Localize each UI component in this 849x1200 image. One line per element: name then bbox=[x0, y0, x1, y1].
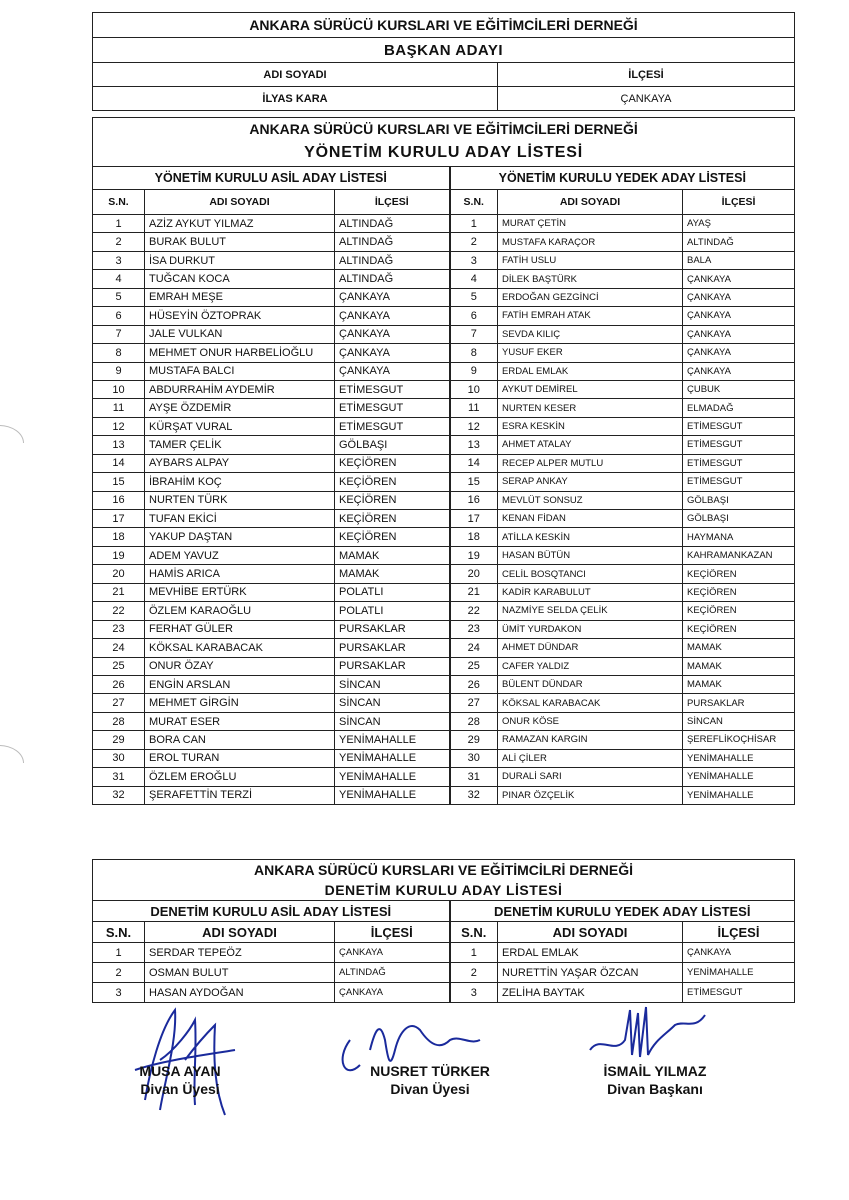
row-name-sub: ALİ ÇİLER bbox=[498, 749, 683, 767]
row-name-sub: YUSUF EKER bbox=[498, 344, 683, 362]
row-sn-sub: 14 bbox=[450, 454, 498, 472]
row-district: ÇANKAYA bbox=[335, 325, 450, 343]
row-sn-sub: 16 bbox=[450, 491, 498, 509]
table-row bbox=[93, 307, 795, 325]
row-name-sub: DURALİ SARI bbox=[498, 768, 683, 786]
audit-candidate-table bbox=[92, 859, 795, 1003]
row-name-sub: ONUR KÖSE bbox=[498, 712, 683, 730]
row-sn: 1 bbox=[93, 943, 145, 963]
board-header-district: İLÇESİ bbox=[335, 190, 450, 215]
row-name-sub: NAZMİYE SELDA ÇELİK bbox=[498, 602, 683, 620]
audit-org-title: ANKARA SÜRÜCÜ KURSLARI VE EĞİTİMCİLRİ DERNEĞİ bbox=[93, 860, 795, 881]
president-col-district: İLÇESİ bbox=[498, 63, 795, 87]
row-name: TUĞCAN KOCA bbox=[145, 270, 335, 288]
row-sn-sub: 1 bbox=[450, 215, 498, 233]
audit-title: DENETİM KURULU ADAY LİSTESİ bbox=[93, 880, 795, 901]
row-name-sub: SEVDA KILIÇ bbox=[498, 325, 683, 343]
row-sn-sub: 25 bbox=[450, 657, 498, 675]
signature-scribble-1 bbox=[115, 1000, 265, 1120]
table-row bbox=[93, 675, 795, 693]
row-sn-sub: 31 bbox=[450, 768, 498, 786]
president-title: BAŞKAN ADAYI bbox=[93, 38, 795, 63]
row-name: KÖKSAL KARABACAK bbox=[145, 639, 335, 657]
row-sn-sub: 4 bbox=[450, 270, 498, 288]
row-sn-sub: 1 bbox=[450, 943, 498, 963]
row-district: YENİMAHALLE bbox=[335, 749, 450, 767]
audit-rows bbox=[93, 943, 795, 1003]
audit-header-name-sub: ADI SOYADI bbox=[498, 922, 683, 943]
row-sn: 28 bbox=[93, 712, 145, 730]
row-sn: 32 bbox=[93, 786, 145, 804]
audit-header-sn: S.N. bbox=[93, 922, 145, 943]
table-row bbox=[93, 362, 795, 380]
row-district: ÇANKAYA bbox=[335, 983, 450, 1003]
row-name: SERDAR TEPEÖZ bbox=[145, 943, 335, 963]
row-name: İBRAHİM KOÇ bbox=[145, 473, 335, 491]
table-row bbox=[93, 233, 795, 251]
row-district: ÇANKAYA bbox=[335, 344, 450, 362]
row-sn-sub: 3 bbox=[450, 983, 498, 1003]
row-sn-sub: 7 bbox=[450, 325, 498, 343]
audit-header-district: İLÇESİ bbox=[335, 922, 450, 943]
row-name-sub: ÜMİT YURDAKON bbox=[498, 620, 683, 638]
row-sn-sub: 28 bbox=[450, 712, 498, 730]
row-sn-sub: 29 bbox=[450, 731, 498, 749]
row-sn: 22 bbox=[93, 602, 145, 620]
row-name: AZİZ AYKUT YILMAZ bbox=[145, 215, 335, 233]
row-sn-sub: 2 bbox=[450, 233, 498, 251]
row-name-sub: NURTEN KESER bbox=[498, 399, 683, 417]
row-sn-sub: 17 bbox=[450, 510, 498, 528]
table-row bbox=[93, 620, 795, 638]
signature-block-1 bbox=[115, 1062, 245, 1098]
president-district: ÇANKAYA bbox=[498, 87, 795, 111]
row-name-sub: ERDOĞAN GEZGİNCİ bbox=[498, 288, 683, 306]
row-name-sub: BÜLENT DÜNDAR bbox=[498, 675, 683, 693]
row-name: KÜRŞAT VURAL bbox=[145, 417, 335, 435]
row-sn: 5 bbox=[93, 288, 145, 306]
row-sn: 3 bbox=[93, 983, 145, 1003]
row-district: ÇANKAYA bbox=[335, 943, 450, 963]
row-name: ONUR ÖZAY bbox=[145, 657, 335, 675]
row-sn-sub: 19 bbox=[450, 546, 498, 564]
row-district-sub: ÇANKAYA bbox=[683, 270, 795, 288]
row-sn-sub: 6 bbox=[450, 307, 498, 325]
row-name: EMRAH MEŞE bbox=[145, 288, 335, 306]
table-row bbox=[93, 491, 795, 509]
row-district: KEÇİÖREN bbox=[335, 491, 450, 509]
row-district: YENİMAHALLE bbox=[335, 768, 450, 786]
board-sub-list-title: YÖNETİM KURULU YEDEK ADAY LİSTESİ bbox=[450, 167, 795, 190]
row-name: TAMER ÇELİK bbox=[145, 436, 335, 454]
row-district: YENİMAHALLE bbox=[335, 731, 450, 749]
board-org-title: ANKARA SÜRÜCÜ KURSLARI VE EĞİTİMCİLERİ DERNEĞİ bbox=[93, 118, 795, 141]
row-sn-sub: 22 bbox=[450, 602, 498, 620]
table-row bbox=[93, 454, 795, 472]
row-sn: 20 bbox=[93, 565, 145, 583]
president-org-title: ANKARA SÜRÜCÜ KURSLARI VE EĞİTİMCİLERİ DERNEĞİ bbox=[93, 13, 795, 38]
table-row bbox=[93, 583, 795, 601]
table-row bbox=[93, 731, 795, 749]
row-sn: 27 bbox=[93, 694, 145, 712]
row-name-sub: KÖKSAL KARABACAK bbox=[498, 694, 683, 712]
row-sn-sub: 5 bbox=[450, 288, 498, 306]
row-name: MEHMET GİRGİN bbox=[145, 694, 335, 712]
row-sn: 30 bbox=[93, 749, 145, 767]
row-district: POLATLI bbox=[335, 583, 450, 601]
table-row bbox=[93, 546, 795, 564]
row-district-sub: ÇANKAYA bbox=[683, 307, 795, 325]
row-sn: 16 bbox=[93, 491, 145, 509]
row-district: ALTINDAĞ bbox=[335, 251, 450, 269]
audit-sub-list-title: DENETİM KURULU YEDEK ADAY LİSTESİ bbox=[450, 901, 795, 922]
signature-block-2 bbox=[350, 1062, 510, 1098]
row-name: OSMAN BULUT bbox=[145, 963, 335, 983]
row-district-sub: ALTINDAĞ bbox=[683, 233, 795, 251]
row-district-sub: ÇANKAYA bbox=[683, 344, 795, 362]
row-name: HÜSEYİN ÖZTOPRAK bbox=[145, 307, 335, 325]
row-sn-sub: 8 bbox=[450, 344, 498, 362]
row-district-sub: AYAŞ bbox=[683, 215, 795, 233]
board-header-sn-sub: S.N. bbox=[450, 190, 498, 215]
row-district-sub: BALA bbox=[683, 251, 795, 269]
row-sn-sub: 2 bbox=[450, 963, 498, 983]
row-district: SİNCAN bbox=[335, 712, 450, 730]
row-sn: 29 bbox=[93, 731, 145, 749]
row-name-sub: MUSTAFA KARAÇOR bbox=[498, 233, 683, 251]
row-name: ŞERAFETTİN TERZİ bbox=[145, 786, 335, 804]
row-name-sub: AHMET DÜNDAR bbox=[498, 639, 683, 657]
row-district-sub: ÇANKAYA bbox=[683, 943, 795, 963]
table-row bbox=[93, 270, 795, 288]
row-name: BORA CAN bbox=[145, 731, 335, 749]
signatory-name: İSMAİL YILMAZ bbox=[603, 1063, 707, 1079]
signatory-name: NUSRET TÜRKER bbox=[370, 1063, 490, 1079]
row-name: ABDURRAHİM AYDEMİR bbox=[145, 380, 335, 398]
row-sn: 3 bbox=[93, 251, 145, 269]
table-row bbox=[93, 215, 795, 233]
row-district-sub: SİNCAN bbox=[683, 712, 795, 730]
row-district-sub: YENİMAHALLE bbox=[683, 768, 795, 786]
row-name: İSA DURKUT bbox=[145, 251, 335, 269]
row-sn: 2 bbox=[93, 233, 145, 251]
board-candidate-table bbox=[92, 117, 795, 805]
row-district-sub: YENİMAHALLE bbox=[683, 786, 795, 804]
row-name: ÖZLEM EROĞLU bbox=[145, 768, 335, 786]
row-name-sub: CELİL BOSQTANCI bbox=[498, 565, 683, 583]
row-district: SİNCAN bbox=[335, 694, 450, 712]
table-row bbox=[93, 528, 795, 546]
row-sn: 1 bbox=[93, 215, 145, 233]
audit-main-list-title: DENETİM KURULU ASİL ADAY LİSTESİ bbox=[93, 901, 450, 922]
punch-hole-top bbox=[0, 425, 24, 461]
row-district: ETİMESGUT bbox=[335, 399, 450, 417]
row-name: MEVHİBE ERTÜRK bbox=[145, 583, 335, 601]
row-name: EROL TURAN bbox=[145, 749, 335, 767]
row-name: AYBARS ALPAY bbox=[145, 454, 335, 472]
row-sn: 26 bbox=[93, 675, 145, 693]
row-district-sub: KEÇİÖREN bbox=[683, 583, 795, 601]
row-sn: 9 bbox=[93, 362, 145, 380]
audit-header-sn-sub: S.N. bbox=[450, 922, 498, 943]
row-name: MUSTAFA BALCI bbox=[145, 362, 335, 380]
row-name: JALE VULKAN bbox=[145, 325, 335, 343]
row-sn: 11 bbox=[93, 399, 145, 417]
row-sn: 24 bbox=[93, 639, 145, 657]
row-sn-sub: 26 bbox=[450, 675, 498, 693]
row-district: ÇANKAYA bbox=[335, 307, 450, 325]
board-header-district-sub: İLÇESİ bbox=[683, 190, 795, 215]
row-district-sub: KAHRAMANKAZAN bbox=[683, 546, 795, 564]
table-row bbox=[93, 943, 795, 963]
row-name-sub: RECEP ALPER MUTLU bbox=[498, 454, 683, 472]
row-name-sub: MEVLÜT SONSUZ bbox=[498, 491, 683, 509]
signatory-role: Divan Üyesi bbox=[390, 1081, 470, 1097]
row-sn: 10 bbox=[93, 380, 145, 398]
table-row bbox=[93, 963, 795, 983]
row-name-sub: ATİLLA KESKİN bbox=[498, 528, 683, 546]
row-sn-sub: 23 bbox=[450, 620, 498, 638]
row-sn: 8 bbox=[93, 344, 145, 362]
row-sn-sub: 12 bbox=[450, 417, 498, 435]
row-district: ÇANKAYA bbox=[335, 362, 450, 380]
row-name-sub: KENAN FİDAN bbox=[498, 510, 683, 528]
row-name-sub: HASAN BÜTÜN bbox=[498, 546, 683, 564]
row-district-sub: ÇANKAYA bbox=[683, 362, 795, 380]
row-name-sub: KADİR KARABULUT bbox=[498, 583, 683, 601]
board-title: YÖNETİM KURULU ADAY LİSTESİ bbox=[93, 140, 795, 167]
audit-header-name: ADI SOYADI bbox=[145, 922, 335, 943]
row-sn-sub: 32 bbox=[450, 786, 498, 804]
row-name-sub: FATİH USLU bbox=[498, 251, 683, 269]
table-row bbox=[93, 473, 795, 491]
row-sn: 18 bbox=[93, 528, 145, 546]
punch-hole-bottom bbox=[0, 745, 24, 781]
row-district: YENİMAHALLE bbox=[335, 786, 450, 804]
table-row bbox=[93, 694, 795, 712]
row-district: ALTINDAĞ bbox=[335, 233, 450, 251]
row-district-sub: GÖLBAŞI bbox=[683, 510, 795, 528]
row-sn-sub: 13 bbox=[450, 436, 498, 454]
row-name: MEHMET ONUR HARBELİOĞLU bbox=[145, 344, 335, 362]
table-row bbox=[93, 639, 795, 657]
row-sn: 23 bbox=[93, 620, 145, 638]
board-header-name: ADI SOYADI bbox=[145, 190, 335, 215]
row-district-sub: ETİMESGUT bbox=[683, 454, 795, 472]
row-district-sub: ÇUBUK bbox=[683, 380, 795, 398]
table-row bbox=[93, 657, 795, 675]
president-col-name: ADI SOYADI bbox=[93, 63, 498, 87]
row-name: YAKUP DAŞTAN bbox=[145, 528, 335, 546]
row-name-sub: DİLEK BAŞTÜRK bbox=[498, 270, 683, 288]
audit-header-district-sub: İLÇESİ bbox=[683, 922, 795, 943]
table-row bbox=[93, 251, 795, 269]
row-name-sub: AHMET ATALAY bbox=[498, 436, 683, 454]
row-district: PURSAKLAR bbox=[335, 639, 450, 657]
row-sn-sub: 9 bbox=[450, 362, 498, 380]
row-district: MAMAK bbox=[335, 565, 450, 583]
row-district: PURSAKLAR bbox=[335, 620, 450, 638]
row-district-sub: KEÇİÖREN bbox=[683, 620, 795, 638]
table-row bbox=[93, 344, 795, 362]
row-sn-sub: 15 bbox=[450, 473, 498, 491]
row-sn: 2 bbox=[93, 963, 145, 983]
row-name: FERHAT GÜLER bbox=[145, 620, 335, 638]
row-sn: 15 bbox=[93, 473, 145, 491]
row-district-sub: ÇANKAYA bbox=[683, 325, 795, 343]
row-district-sub: ETİMESGUT bbox=[683, 473, 795, 491]
row-sn: 31 bbox=[93, 768, 145, 786]
row-sn: 13 bbox=[93, 436, 145, 454]
row-district-sub: GÖLBAŞI bbox=[683, 491, 795, 509]
table-row bbox=[93, 749, 795, 767]
row-district: MAMAK bbox=[335, 546, 450, 564]
row-district-sub: MAMAK bbox=[683, 657, 795, 675]
row-name: ÖZLEM KARAOĞLU bbox=[145, 602, 335, 620]
row-sn-sub: 10 bbox=[450, 380, 498, 398]
row-sn: 14 bbox=[93, 454, 145, 472]
row-name-sub: MURAT ÇETİN bbox=[498, 215, 683, 233]
row-name: MURAT ESER bbox=[145, 712, 335, 730]
row-district-sub: MAMAK bbox=[683, 639, 795, 657]
row-name: ENGİN ARSLAN bbox=[145, 675, 335, 693]
president-candidate-table bbox=[92, 12, 795, 111]
signatory-name: MUSA AYAN bbox=[139, 1063, 221, 1079]
row-sn: 12 bbox=[93, 417, 145, 435]
board-rows bbox=[93, 215, 795, 805]
row-name: TUFAN EKİCİ bbox=[145, 510, 335, 528]
row-sn-sub: 30 bbox=[450, 749, 498, 767]
row-district: ALTINDAĞ bbox=[335, 963, 450, 983]
table-row bbox=[93, 399, 795, 417]
row-name-sub: CAFER YALDIZ bbox=[498, 657, 683, 675]
board-header-name-sub: ADI SOYADI bbox=[498, 190, 683, 215]
row-district: SİNCAN bbox=[335, 675, 450, 693]
row-name-sub: ERDAL EMLAK bbox=[498, 943, 683, 963]
signatory-role: Divan Başkanı bbox=[607, 1081, 703, 1097]
row-name: BURAK BULUT bbox=[145, 233, 335, 251]
row-sn-sub: 21 bbox=[450, 583, 498, 601]
row-district: ETİMESGUT bbox=[335, 380, 450, 398]
row-district-sub: PURSAKLAR bbox=[683, 694, 795, 712]
row-name: ADEM YAVUZ bbox=[145, 546, 335, 564]
row-name-sub: ZELİHA BAYTAK bbox=[498, 983, 683, 1003]
row-sn-sub: 20 bbox=[450, 565, 498, 583]
row-district: KEÇİÖREN bbox=[335, 473, 450, 491]
row-name-sub: FATİH EMRAH ATAK bbox=[498, 307, 683, 325]
row-sn-sub: 11 bbox=[450, 399, 498, 417]
row-district-sub: YENİMAHALLE bbox=[683, 749, 795, 767]
row-sn: 7 bbox=[93, 325, 145, 343]
row-name: NURTEN TÜRK bbox=[145, 491, 335, 509]
row-district-sub: ELMADAĞ bbox=[683, 399, 795, 417]
row-name-sub: ESRA KESKİN bbox=[498, 417, 683, 435]
row-sn-sub: 24 bbox=[450, 639, 498, 657]
row-district-sub: ŞEREFLİKOÇHİSAR bbox=[683, 731, 795, 749]
table-row bbox=[93, 380, 795, 398]
table-row bbox=[93, 325, 795, 343]
president-name: İLYAS KARA bbox=[93, 87, 498, 111]
row-name: HAMİS ARICA bbox=[145, 565, 335, 583]
signature-block-3 bbox=[575, 1062, 735, 1098]
row-district-sub: YENİMAHALLE bbox=[683, 963, 795, 983]
row-name: HASAN AYDOĞAN bbox=[145, 983, 335, 1003]
row-district: KEÇİÖREN bbox=[335, 510, 450, 528]
row-district-sub: ETİMESGUT bbox=[683, 983, 795, 1003]
table-row bbox=[93, 510, 795, 528]
row-district: ÇANKAYA bbox=[335, 288, 450, 306]
table-row bbox=[93, 417, 795, 435]
row-name: AYŞE ÖZDEMİR bbox=[145, 399, 335, 417]
row-district: ALTINDAĞ bbox=[335, 270, 450, 288]
row-district-sub: ETİMESGUT bbox=[683, 436, 795, 454]
table-row bbox=[93, 602, 795, 620]
row-sn: 17 bbox=[93, 510, 145, 528]
row-district: KEÇİÖREN bbox=[335, 528, 450, 546]
row-district: POLATLI bbox=[335, 602, 450, 620]
row-district: ETİMESGUT bbox=[335, 417, 450, 435]
row-district: ALTINDAĞ bbox=[335, 215, 450, 233]
table-row bbox=[93, 712, 795, 730]
row-name-sub: AYKUT DEMİREL bbox=[498, 380, 683, 398]
table-row bbox=[93, 768, 795, 786]
row-name-sub: RAMAZAN KARGIN bbox=[498, 731, 683, 749]
row-sn: 19 bbox=[93, 546, 145, 564]
row-district: PURSAKLAR bbox=[335, 657, 450, 675]
table-row bbox=[93, 288, 795, 306]
row-sn: 21 bbox=[93, 583, 145, 601]
row-district-sub: ÇANKAYA bbox=[683, 288, 795, 306]
row-name-sub: PINAR ÖZÇELİK bbox=[498, 786, 683, 804]
board-header-sn: S.N. bbox=[93, 190, 145, 215]
row-name-sub: NURETTİN YAŞAR ÖZCAN bbox=[498, 963, 683, 983]
board-main-list-title: YÖNETİM KURULU ASİL ADAY LİSTESİ bbox=[93, 167, 450, 190]
signatory-role: Divan Üyesi bbox=[140, 1081, 220, 1097]
row-district-sub: ETİMESGUT bbox=[683, 417, 795, 435]
row-sn: 6 bbox=[93, 307, 145, 325]
row-sn-sub: 27 bbox=[450, 694, 498, 712]
row-sn-sub: 18 bbox=[450, 528, 498, 546]
row-district-sub: MAMAK bbox=[683, 675, 795, 693]
row-district: GÖLBAŞI bbox=[335, 436, 450, 454]
row-district: KEÇİÖREN bbox=[335, 454, 450, 472]
row-name-sub: SERAP ANKAY bbox=[498, 473, 683, 491]
table-row bbox=[93, 786, 795, 804]
row-district-sub: KEÇİÖREN bbox=[683, 602, 795, 620]
row-sn: 25 bbox=[93, 657, 145, 675]
table-row bbox=[93, 436, 795, 454]
row-district-sub: KEÇİÖREN bbox=[683, 565, 795, 583]
row-district-sub: HAYMANA bbox=[683, 528, 795, 546]
row-sn: 4 bbox=[93, 270, 145, 288]
row-sn-sub: 3 bbox=[450, 251, 498, 269]
table-row bbox=[93, 565, 795, 583]
row-name-sub: ERDAL EMLAK bbox=[498, 362, 683, 380]
